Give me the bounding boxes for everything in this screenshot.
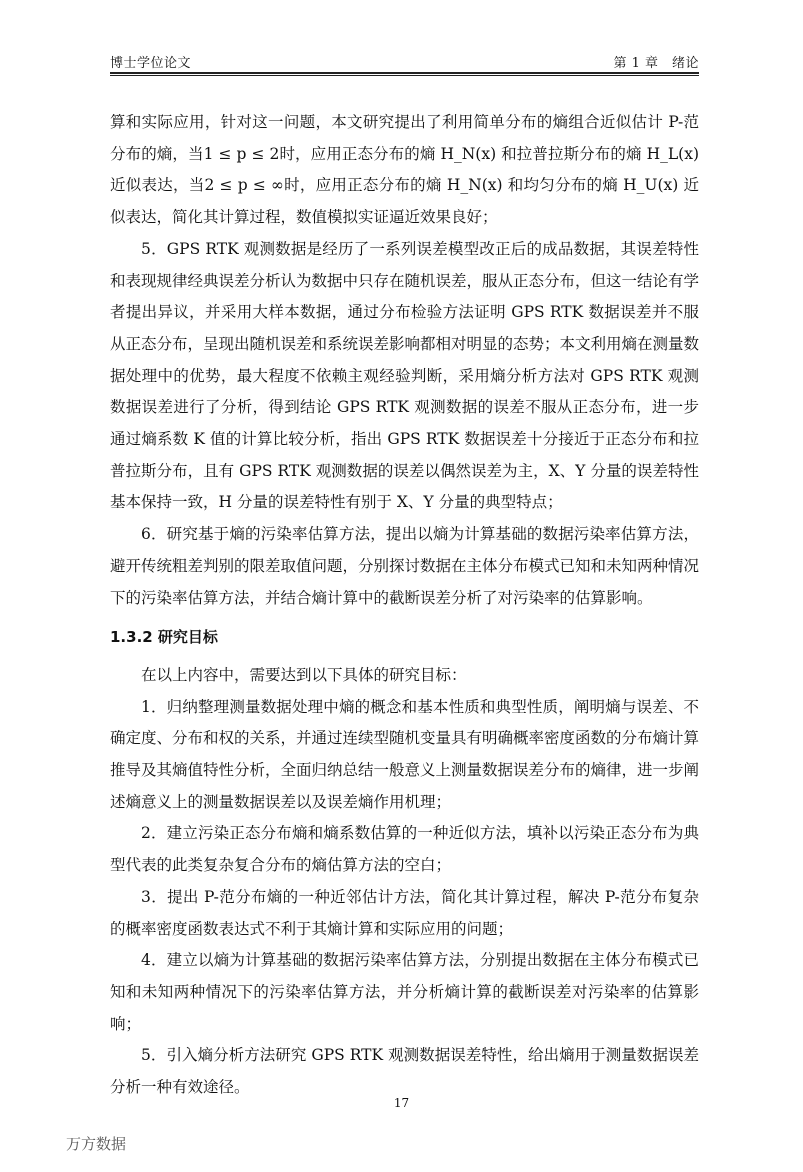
goals-intro: 在以上内容中，需要达到以下具体的研究目标： — [141, 665, 467, 684]
goal-item-1: 1．归纳整理测量数据处理中熵的概念和基本性质和典型性质，阐明熵与误差、不确定度、分布和权的关系，并通过连续型随机变量具有明确概率密度函数的分布熵计算推导及其熵值特性分析，全面归纳总结一般意义上测量数据误差分布的熵律，进一步阐述熵意义上的测量数据误差以及误差熵作用机理； — [110, 697, 700, 811]
watermark: 万方数据 — [66, 1135, 127, 1153]
section-heading: 1.3.2 研究目标 — [110, 628, 218, 647]
goal-item-2: 2．建立污染正态分布熵和熵系数估算的一种近似方法，填补以污染正态分布为典型代表的此类复杂复合分布的熵估算方法的空白； — [110, 824, 699, 875]
paragraph-item-6: 6．研究基于熵的污染率估算方法，提出以熵为计算基础的数据污染率估算方法，避开传统粗差判别的限差取值问题，分别探讨数据在主体分布模式已知和未知两种情况下的污染率估算方法，并结合熵计算中的截断误差分析了对污染率的估算影响。 — [110, 525, 700, 607]
goal-item-5: 5．引入熵分析方法研究 GPS RTK 观测数据误差特性，给出熵用于测量数据误差分析一种有效途径。 — [110, 1046, 699, 1097]
goal-item-3: 3．提出 P-范分布熵的一种近邻估计方法，简化其计算过程，解决 P-范分布复杂的概率密度函数表达式不利于其熵计算和实际应用的问题； — [110, 887, 699, 938]
header-thesis-label: 博士学位论文 — [110, 56, 192, 71]
header-rule-thick — [110, 72, 699, 74]
paragraph-continuation: 算和实际应用，针对这一问题，本文研究提出了利用简单分布的熵组合近似估计 P-范分布的熵，当1 ≤ p ≤ 2时，应用正态分布的熵 H_N(x) 和拉普拉斯分布的熵 H_L(x) 近似表达，当2 ≤ p ≤ ∞时，应用正态分布的熵 H_N(x) 和均匀分布的熵 H_U(x) 近似表达，简化其计算过程，数值模拟实证逼近效果良好； — [110, 113, 699, 227]
goal-item-4: 4．建立以熵为计算基础的数据污染率估算方法，分别提出数据在主体分布模式已知和未知两种情况下的污染率估算方法，并分析熵计算的截断误差对污染率的估算影响； — [110, 951, 699, 1033]
paragraph-item-5: 5．GPS RTK 观测数据是经历了一系列误差模型改正后的成品数据，其误差特性和表现规律经典误差分析认为数据中只存在随机误差，服从正态分布，但这一结论有学者提出异议，并采用大样本数据，通过分布检验方法证明 GPS RTK 数据误差并不服从正态分布，呈现出随机误差和系统误差影响都相对明显的态势；本文利用熵在测量数据处理中的优势，最大程度不依赖主观经验判断，采用熵分析方法对 GPS RTK 观测数据误差进行了分析，得到结论 GPS RTK 观测数据的误差不服从正态分布，进一步通过熵系数 K 值的计算比较分析，指出 GPS RTK 数据误差十分接近于正态分布和拉普拉斯分布，且有 GPS RTK 观测数据的误差以偶然误差为主，X、Y 分量的误差特性基本保持一致，H 分量的误差特性有别于 X、Y 分量的典型特点； — [110, 239, 700, 512]
header-chapter-label: 第 1 章 绪论 — [613, 56, 699, 71]
header-rule-thin — [110, 75, 699, 76]
page-body — [110, 107, 699, 1104]
page-number: 17 — [393, 1096, 410, 1110]
